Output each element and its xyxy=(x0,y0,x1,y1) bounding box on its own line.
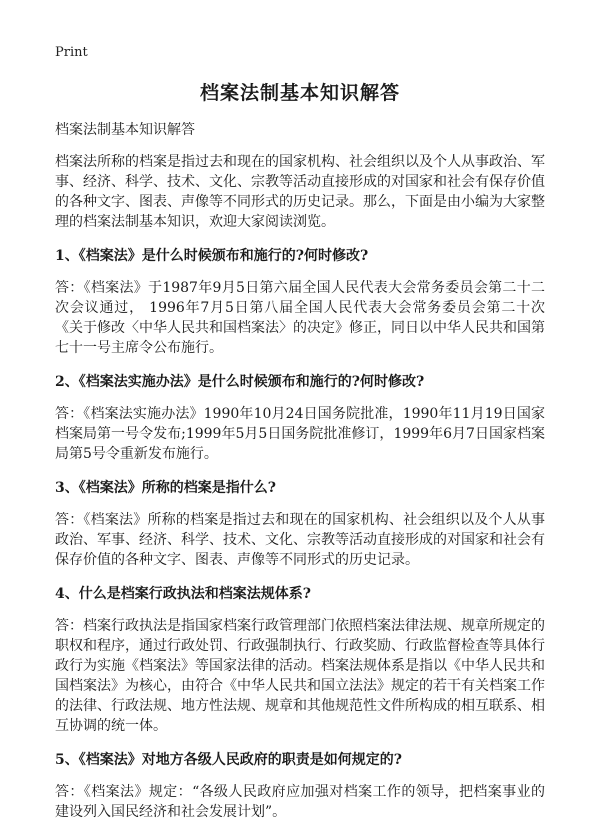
question-heading: 5、《档案法》对地方各级人民政府的职责是如何规定的? xyxy=(55,752,402,768)
page-title: 档案法制基本知识解答 xyxy=(199,82,400,104)
article-subtitle: 档案法制基本知识解答 xyxy=(55,122,195,138)
intro-paragraph: 档案法所称的档案是指过去和现在的国家机构、社会组织以及个人从事政治、军事、经济、科学、技术、文化、宗教等活动直接形成的对国家和社会有保存价值的各种文字、图表、声像等不同形式的历史记录。那么，下面是由小编为大家整理的档案法制基本知识，欢迎大家阅读浏览。 xyxy=(55,154,545,230)
answer-paragraph: 答：《档案法》于1987年9月5日第六届全国人民代表大会常务委员会第二十二次会议通过， 1996年7月5日第八届全国人民代表大会常务委员会第二十次《关于修改〈中华人民共和国档案法〉的决定》修正，同日以中华人民共和国第七十一号主席令公布施行。 xyxy=(55,280,545,356)
answer-paragraph: 答：《档案法实施办法》1990年10月24日国务院批准，1990年11月19日国家档案局第一号令发布;1999年5月5日国务院批准修订，1999年6月7日国家档案局第5号令重新发布施行。 xyxy=(55,406,545,462)
question-heading: 2、《档案法实施办法》是什么时候颁布和施行的?何时修改? xyxy=(55,374,425,390)
article-body xyxy=(55,120,545,836)
answer-paragraph: 答：《档案法》所称的档案是指过去和现在的国家机构、社会组织以及个人从事政治、军事、经济、科学、技术、文化、宗教等活动直接形成的对国家和社会有保存价值的各种文字、图表、声像等不同形式的历史记录。 xyxy=(55,512,545,568)
answer-paragraph: 答：《档案法》规定：“各级人民政府应加强对档案工作的领导，把档案事业的建设列入国民经济和社会发展计划”。 xyxy=(55,784,545,820)
question-heading: 4、什么是档案行政执法和档案法规体系? xyxy=(55,586,311,602)
question-heading: 1、《档案法》是什么时候颁布和施行的?何时修改? xyxy=(55,248,369,264)
question-heading: 3、《档案法》所称的档案是指什么? xyxy=(55,480,276,496)
print-link[interactable]: Print xyxy=(55,45,88,60)
answer-paragraph: 答：档案行政执法是指国家档案行政管理部门依照档案法律法规、规章所规定的职权和程序，通过行政处罚、行政强制执行、行政奖励、行政监督检查等具体行政行为实施《档案法》等国家法律的活动。档案法规体系是指以《中华人民共和国档案法》为核心，由符合《中华人民共和国立法法》规定的若干有关档案工作的法律、行政法规、地方性法规、规章和其他规范性文件所构成的相互联系、相互协调的统一体。 xyxy=(55,618,545,734)
